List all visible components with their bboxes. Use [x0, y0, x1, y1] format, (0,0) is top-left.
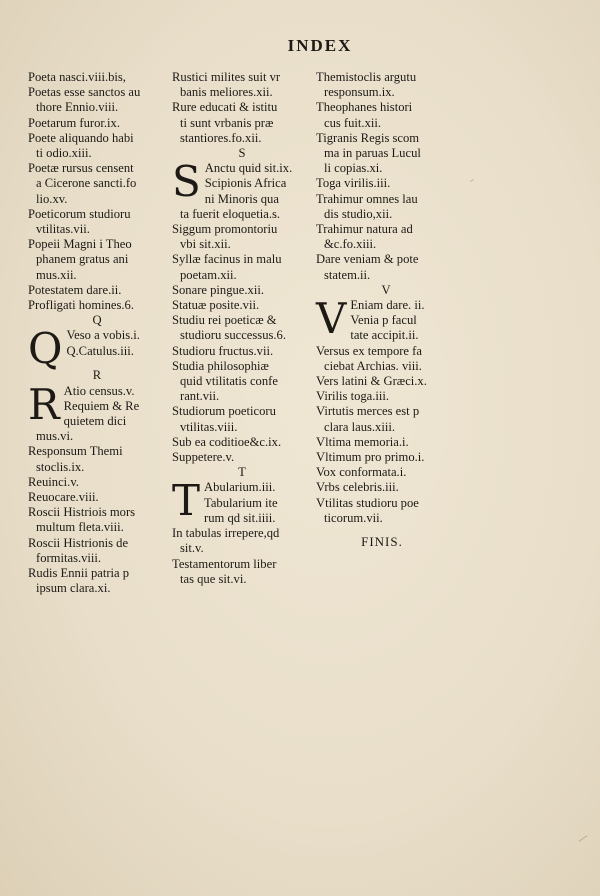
index-entry: &c.fo.xiii. [324, 237, 377, 252]
index-entry: Rudis Ennii patria p [28, 566, 130, 581]
index-entry: Studia philosophiæ [172, 358, 269, 373]
index-entry: Veso a vobis.i. [66, 328, 140, 343]
index-entry: Poetæ rursus censent [28, 161, 134, 176]
index-entry: studioru successus.6. [180, 328, 286, 343]
drop-cap-t: T [172, 476, 201, 526]
index-column-2 [172, 70, 312, 587]
index-entry: Theophanes histori [316, 100, 413, 115]
index-entry: a Cicerone sancti.fo [36, 176, 137, 191]
index-entry: Themistoclis argutu [316, 70, 417, 84]
index-entry: tas que sit.vi. [180, 571, 247, 586]
index-entry: Studioru fructus.vii. [172, 343, 274, 358]
index-entry: Poete aliquando habi [28, 130, 134, 145]
index-entry: Reuocare.viii. [28, 490, 99, 505]
index-entry: cus fuit.xii. [324, 115, 382, 130]
index-entry: ta fuerit eloquetia.s. [180, 206, 281, 221]
index-entry: ticorum.vii. [324, 510, 383, 525]
index-entry: thore Ennio.viii. [36, 100, 119, 115]
index-entry: vtilitas.vii. [36, 222, 90, 237]
section-letter-v: V [381, 282, 391, 297]
drop-cap-q: Q [28, 324, 63, 374]
index-entry: tate accipit.ii. [350, 328, 419, 343]
index-entry: Vltimum pro primo.i. [316, 450, 425, 465]
section-t-block [172, 476, 312, 526]
index-entry: Testamentorum liber [172, 556, 277, 571]
index-entry: Profligati homines.6. [28, 298, 134, 313]
section-v-block [316, 294, 456, 344]
index-entry: Syllæ facinus in malu [172, 252, 282, 267]
index-entry: vbi sit.xii. [180, 237, 231, 252]
index-entry: Tabularium ite [204, 495, 278, 510]
index-entry: Poeticorum studioru [28, 206, 131, 221]
section-letter-r: R [92, 368, 102, 383]
index-entry: Trahimur natura ad [316, 222, 413, 237]
index-entry: li copias.xi. [324, 161, 383, 176]
index-entry: Popeii Magni i Theo [28, 237, 132, 252]
index-entry: Sub ea coditioe&c.ix. [172, 434, 282, 449]
index-entry: stantiores.fo.xii. [180, 130, 262, 145]
index-entry: Poetarum furor.ix. [28, 115, 120, 130]
index-entry: poetam.xii. [180, 267, 237, 282]
index-entry: mus.vi. [36, 429, 74, 444]
index-entry: quietem dici [63, 414, 127, 429]
index-entry: Studiu rei poeticæ & [172, 313, 277, 328]
drop-cap-v: V [316, 294, 347, 344]
index-entry: Roscii Histriois mors [28, 505, 136, 520]
index-entry: Studiorum poeticoru [172, 404, 276, 419]
index-entry: Toga virilis.iii. [316, 176, 391, 191]
index-entry: Vtilitas studioru poe [316, 495, 419, 510]
section-r-block [28, 379, 166, 430]
index-entry: Trahimur omnes lau [316, 191, 418, 206]
index-entry: dis studio,xii. [324, 206, 393, 221]
index-entry: Statuæ posite.vii. [172, 298, 260, 313]
index-column-1 [28, 70, 166, 597]
index-entry: Rure educati & istitu [172, 100, 278, 115]
index-entry: Requiem & Re [63, 398, 140, 413]
index-entry: banis meliores.xii. [180, 85, 273, 100]
index-entry: Potestatem dare.ii. [28, 282, 122, 297]
section-q-block [28, 324, 166, 374]
index-entry: Vox conformata.i. [316, 465, 407, 480]
section-letter-t: T [238, 465, 246, 480]
index-entry: Abularium.iii. [204, 480, 276, 495]
section-letter-q: Q [92, 313, 102, 328]
index-entry: phanem gratus ani [36, 252, 129, 267]
index-entry: ciebat Archias. viii. [324, 358, 422, 373]
section-letter-s: S [238, 146, 246, 161]
index-entry: formitas.viii. [36, 550, 102, 565]
index-entry: stoclis.ix. [36, 459, 85, 474]
index-entry: Scipionis Africa [204, 176, 287, 191]
index-entry: quid vtilitatis confe [180, 374, 278, 389]
index-entry: Reuinci.v. [28, 474, 79, 489]
index-entry: clara laus.xiii. [324, 419, 395, 434]
index-entry: responsum.ix. [324, 85, 395, 100]
index-entry: Poetas esse sanctos au [28, 85, 141, 100]
index-entry: ma in paruas Lucul [324, 146, 421, 161]
index-entry: rant.vii. [180, 389, 220, 404]
index-entry: Vers latini & Græci.x. [316, 374, 427, 389]
index-entry: vtilitas.viii. [180, 419, 238, 434]
index-entry: In tabulas irrepere,qd [172, 526, 280, 541]
index-entry: statem.ii. [324, 267, 371, 282]
paper-mark [579, 835, 588, 842]
index-entry: Atio census.v. [63, 383, 135, 398]
index-entry: Tigranis Regis scom [316, 130, 420, 145]
index-entry: Q.Catulus.iii. [66, 343, 134, 358]
index-entry: mus.xii. [36, 267, 77, 282]
index-entry: Dare veniam & pote [316, 252, 419, 267]
drop-cap-s: S [172, 157, 201, 207]
index-entry: ipsum clara.xi. [36, 581, 111, 596]
index-entry: Anctu quid sit.ix. [204, 161, 293, 176]
index-entry: Roscii Histrionis de [28, 535, 129, 550]
index-entry: Responsum Themi [28, 444, 123, 459]
drop-cap-r: R [28, 379, 60, 429]
index-entry: multum fleta.viii. [36, 520, 124, 535]
index-entry: Sonare pingue.xii. [172, 282, 264, 297]
index-entry: Rustici milites suit vr [172, 70, 281, 84]
index-entry: Poeta nasci.viii.bis, [28, 70, 126, 84]
paper-speck [470, 179, 474, 182]
index-entry: rum qd sit.iiii. [204, 510, 276, 525]
index-entry: Eniam dare. ii. [350, 298, 425, 313]
index-entry: Venia p facul [350, 313, 417, 328]
page-header: INDEX [287, 36, 353, 55]
index-entry: Vrbs celebris.iii. [316, 480, 399, 495]
index-entry: Siggum promontoriu [172, 222, 278, 237]
index-entry: ti sunt vrbanis præ [180, 115, 274, 130]
index-entry: Suppetere.v. [172, 450, 235, 465]
index-entry: ni Minoris qua [204, 191, 279, 206]
section-s-block [172, 157, 312, 207]
index-entry: Versus ex tempore fa [316, 343, 422, 358]
finis-mark: FINIS. [361, 534, 403, 550]
index-entry: Virilis toga.iii. [316, 389, 390, 404]
index-entry: ti odio.xiii. [36, 146, 92, 161]
index-entry: Vltima memoria.i. [316, 434, 409, 449]
index-column-3 [316, 70, 456, 549]
index-entry: lio.xv. [36, 191, 68, 206]
index-entry: Virtutis merces est p [316, 404, 420, 419]
index-entry: sit.v. [180, 541, 204, 556]
